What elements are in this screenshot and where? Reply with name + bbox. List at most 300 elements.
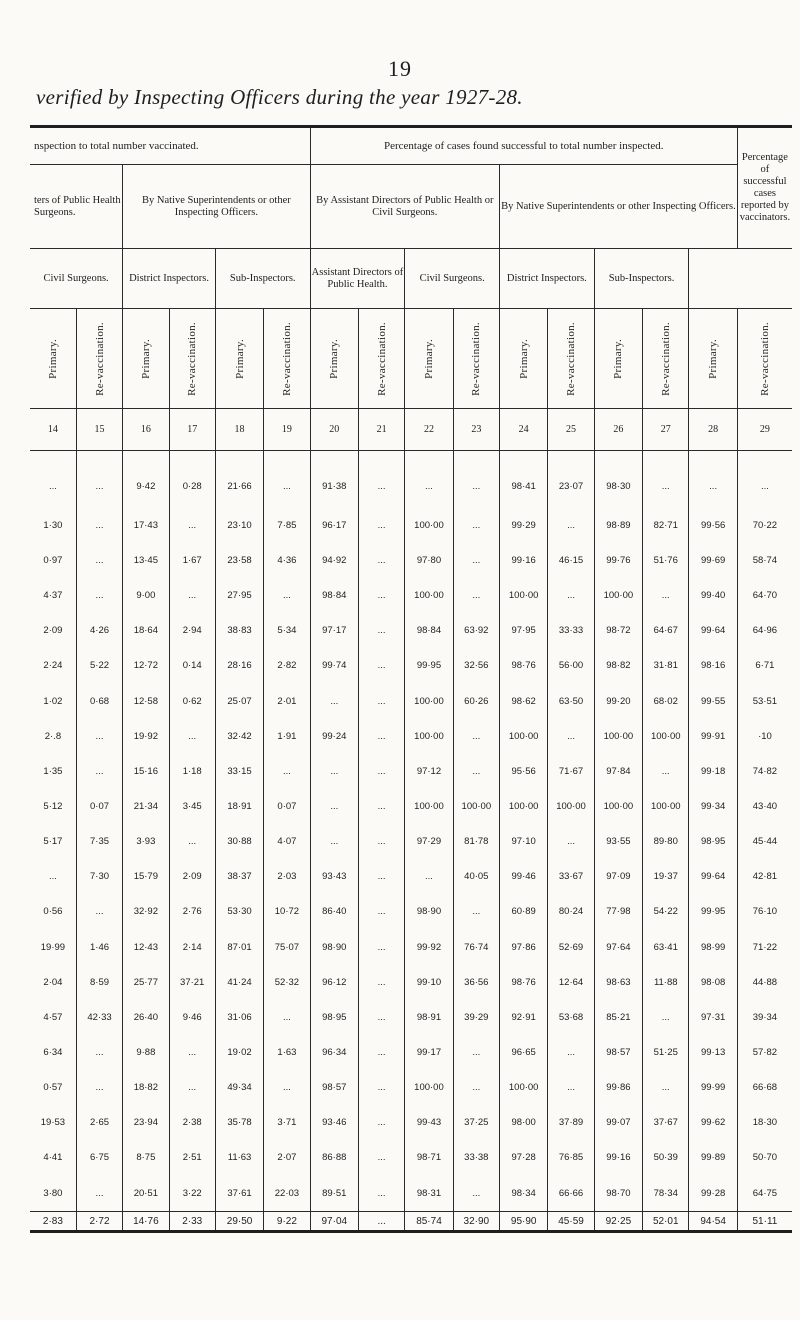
table-cell: ... xyxy=(358,613,404,648)
col-label-revaccination: Re-vaccination. xyxy=(565,321,578,396)
table-cell: 100·00 xyxy=(548,789,594,824)
table-cell: ... xyxy=(358,684,404,719)
table-cell: 32·42 xyxy=(215,719,263,754)
header-reported-by-vaccinators: Percentage of successful cases reported by vaccinators. xyxy=(737,127,792,249)
table-cell: 5·17 xyxy=(30,824,76,859)
table-cell: 97·10 xyxy=(500,824,548,859)
table-cell: 2·65 xyxy=(76,1105,122,1140)
table-cell: 7·30 xyxy=(76,859,122,894)
table-cell: 3·45 xyxy=(169,789,215,824)
table-row xyxy=(30,824,792,859)
table-row xyxy=(30,965,792,1000)
table-cell: 99·13 xyxy=(689,1035,737,1070)
header-native-superintendents-left: By Native Superintendents or other Inspecting Officers. xyxy=(123,165,310,249)
table-cell: 19·99 xyxy=(30,930,76,965)
primary-revacc-header-row xyxy=(30,309,792,409)
table-cell: 99·55 xyxy=(689,684,737,719)
table-cell: 2·14 xyxy=(169,930,215,965)
table-cell: 18·64 xyxy=(123,613,169,648)
table-cell: 97·95 xyxy=(500,613,548,648)
table-cell: 0·57 xyxy=(30,1070,76,1105)
header-sub-inspectors-left: Sub-Inspectors. xyxy=(215,249,310,309)
column-number: 23 xyxy=(453,409,499,451)
table-cell: 99·89 xyxy=(689,1140,737,1175)
table-cell: 21·34 xyxy=(123,789,169,824)
total-cell: 95·90 xyxy=(500,1212,548,1232)
table-cell: 97·86 xyxy=(500,930,548,965)
table-cell: 98·76 xyxy=(500,648,548,683)
table-cell: 1·30 xyxy=(30,508,76,543)
table-cell: 12·43 xyxy=(123,930,169,965)
table-cell: 100·00 xyxy=(643,789,689,824)
total-cell: 94·54 xyxy=(689,1212,737,1232)
table-cell: 70·22 xyxy=(737,508,792,543)
header-civil-surgeons-left: Civil Surgeons. xyxy=(30,249,123,309)
col-label-revaccination: Re-vaccination. xyxy=(280,321,293,396)
table-row xyxy=(30,648,792,683)
table-cell: ... xyxy=(453,719,499,754)
table-cell: 98·76 xyxy=(500,965,548,1000)
column-number: 27 xyxy=(643,409,689,451)
table-cell: 50·70 xyxy=(737,1140,792,1175)
table-cell: 0·56 xyxy=(30,894,76,929)
column-number: 19 xyxy=(264,409,310,451)
table-cell: 23·58 xyxy=(215,543,263,578)
table-cell: 7·85 xyxy=(264,508,310,543)
table-cell: 5·22 xyxy=(76,648,122,683)
table-cell: 2·82 xyxy=(264,648,310,683)
table-cell: 99·46 xyxy=(500,859,548,894)
table-cell: 42·81 xyxy=(737,859,792,894)
table-cell: 98·90 xyxy=(405,894,453,929)
table-cell: 71·67 xyxy=(548,754,594,789)
table-cell: 99·64 xyxy=(689,613,737,648)
table-cell: 98·16 xyxy=(689,648,737,683)
table-cell: 97·29 xyxy=(405,824,453,859)
table-cell: 100·00 xyxy=(594,789,642,824)
table-cell: 89·80 xyxy=(643,824,689,859)
table-cell: 76·10 xyxy=(737,894,792,929)
table-cell: ... xyxy=(358,1105,404,1140)
table-cell: 75·07 xyxy=(264,930,310,965)
table-cell: ... xyxy=(358,1140,404,1175)
table-cell: 2·38 xyxy=(169,1105,215,1140)
table-cell: 86·40 xyxy=(310,894,358,929)
table-cell: ... xyxy=(548,578,594,613)
table-cell: 9·46 xyxy=(169,1000,215,1035)
table-cell: 0·68 xyxy=(76,684,122,719)
table-cell: 11·63 xyxy=(215,1140,263,1175)
table-cell: ... xyxy=(689,451,737,508)
col-label-primary: Primary. xyxy=(46,338,59,379)
table-cell: 10·72 xyxy=(264,894,310,929)
table-cell: 2·94 xyxy=(169,613,215,648)
vaccination-inspection-table xyxy=(30,125,792,1233)
table-cell: 15·79 xyxy=(123,859,169,894)
table-cell: 0·97 xyxy=(30,543,76,578)
table-cell: 60·26 xyxy=(453,684,499,719)
table-cell: 2·09 xyxy=(169,859,215,894)
table-cell: 98·95 xyxy=(689,824,737,859)
table-cell: 1·91 xyxy=(264,719,310,754)
table-cell: 98·34 xyxy=(500,1175,548,1211)
table-cell: 0·14 xyxy=(169,648,215,683)
table-cell: 0·07 xyxy=(264,789,310,824)
table-cell: 49·34 xyxy=(215,1070,263,1105)
table-cell: 64·96 xyxy=(737,613,792,648)
table-cell: 99·20 xyxy=(594,684,642,719)
table-cell: 85·21 xyxy=(594,1000,642,1035)
table-cell: 99·18 xyxy=(689,754,737,789)
table-cell: 99·95 xyxy=(405,648,453,683)
table-cell: 54·22 xyxy=(643,894,689,929)
table-cell: ... xyxy=(453,1175,499,1211)
table-cell: 66·66 xyxy=(548,1175,594,1211)
table-cell: ... xyxy=(643,451,689,508)
table-cell: 97·12 xyxy=(405,754,453,789)
table-cell: 19·53 xyxy=(30,1105,76,1140)
table-cell: 20·51 xyxy=(123,1175,169,1211)
col-label-primary: Primary. xyxy=(233,338,246,379)
table-cell: 51·25 xyxy=(643,1035,689,1070)
table-cell: 99·16 xyxy=(594,1140,642,1175)
table-cell: ... xyxy=(169,824,215,859)
table-cell: ... xyxy=(310,824,358,859)
table-cell: 40·05 xyxy=(453,859,499,894)
header-civil-surgeons-right: Civil Surgeons. xyxy=(405,249,500,309)
table-cell: 1·67 xyxy=(169,543,215,578)
table-cell: 100·00 xyxy=(594,578,642,613)
col-label-revaccination: Re-vaccination. xyxy=(93,321,106,396)
table-cell: 2·03 xyxy=(264,859,310,894)
table-cell: 98·82 xyxy=(594,648,642,683)
table-row xyxy=(30,451,792,508)
table-row xyxy=(30,1035,792,1070)
table-cell: 32·56 xyxy=(453,648,499,683)
table-cell: 4·36 xyxy=(264,543,310,578)
table-cell: 51·76 xyxy=(643,543,689,578)
table-cell: 15·16 xyxy=(123,754,169,789)
table-cell: 27·95 xyxy=(215,578,263,613)
table-cell: 82·71 xyxy=(643,508,689,543)
table-cell: 100·00 xyxy=(500,719,548,754)
col-label-revaccination: Re-vaccination. xyxy=(186,321,199,396)
table-cell: 96·65 xyxy=(500,1035,548,1070)
table-row xyxy=(30,754,792,789)
table-cell: 1·35 xyxy=(30,754,76,789)
table-cell: 23·10 xyxy=(215,508,263,543)
table-row xyxy=(30,1175,792,1211)
table-cell: 2·01 xyxy=(264,684,310,719)
table-cell: 98·84 xyxy=(405,613,453,648)
table-cell: 78·34 xyxy=(643,1175,689,1211)
table-cell: 86·88 xyxy=(310,1140,358,1175)
table-cell: 97·64 xyxy=(594,930,642,965)
table-cell: 9·00 xyxy=(123,578,169,613)
table-cell: ... xyxy=(310,789,358,824)
table-cell: 19·92 xyxy=(123,719,169,754)
total-cell: 45·59 xyxy=(548,1212,594,1232)
column-number: 25 xyxy=(548,409,594,451)
table-cell: ... xyxy=(358,824,404,859)
table-cell: ... xyxy=(643,754,689,789)
column-number: 29 xyxy=(737,409,792,451)
group-header-successful: Percentage of cases found successful to total number inspected. xyxy=(310,127,737,165)
table-cell: 64·75 xyxy=(737,1175,792,1211)
table-cell: 13·45 xyxy=(123,543,169,578)
col-label-revaccination: Re-vaccination. xyxy=(470,321,483,396)
table-cell: 98·31 xyxy=(405,1175,453,1211)
table-cell: ... xyxy=(358,719,404,754)
column-number: 16 xyxy=(123,409,169,451)
table-cell: 37·61 xyxy=(215,1175,263,1211)
table-cell: 18·91 xyxy=(215,789,263,824)
table-cell: 45·44 xyxy=(737,824,792,859)
table-cell: 53·30 xyxy=(215,894,263,929)
column-number-row xyxy=(30,409,792,451)
table-cell: 98·91 xyxy=(405,1000,453,1035)
table-cell: 31·06 xyxy=(215,1000,263,1035)
table-row xyxy=(30,1140,792,1175)
table-cell: 97·80 xyxy=(405,543,453,578)
table-body xyxy=(30,451,792,1212)
table-cell: 89·51 xyxy=(310,1175,358,1211)
table-cell: 98·84 xyxy=(310,578,358,613)
table-cell: 23·94 xyxy=(123,1105,169,1140)
col-label-revaccination: Re-vaccination. xyxy=(659,321,672,396)
table-cell: ... xyxy=(358,451,404,508)
table-cell: 97·09 xyxy=(594,859,642,894)
table-cell: 60·89 xyxy=(500,894,548,929)
table-cell: ... xyxy=(76,1070,122,1105)
table-cell: ... xyxy=(358,1035,404,1070)
table-cell: 38·83 xyxy=(215,613,263,648)
table-cell: ·10 xyxy=(737,719,792,754)
total-cell: 92·25 xyxy=(594,1212,642,1232)
table-cell: 100·00 xyxy=(594,719,642,754)
table-row xyxy=(30,1070,792,1105)
table-row xyxy=(30,684,792,719)
table-cell: 100·00 xyxy=(500,1070,548,1105)
table-cell: ... xyxy=(76,451,122,508)
table-cell: 93·46 xyxy=(310,1105,358,1140)
table-cell: 31·81 xyxy=(643,648,689,683)
table-cell: 3·80 xyxy=(30,1175,76,1211)
table-cell: 64·67 xyxy=(643,613,689,648)
table-cell: 97·84 xyxy=(594,754,642,789)
table-cell: 0·07 xyxy=(76,789,122,824)
column-number: 28 xyxy=(689,409,737,451)
table-cell: 33·15 xyxy=(215,754,263,789)
table-cell: 94·92 xyxy=(310,543,358,578)
table-cell: ... xyxy=(76,1175,122,1211)
table-cell: 4·37 xyxy=(30,578,76,613)
table-cell: 56·00 xyxy=(548,648,594,683)
table-cell: 68·02 xyxy=(643,684,689,719)
table-cell: 98·63 xyxy=(594,965,642,1000)
table-cell: 41·24 xyxy=(215,965,263,1000)
table-cell: 53·68 xyxy=(548,1000,594,1035)
table-cell: 98·62 xyxy=(500,684,548,719)
table-cell: ... xyxy=(169,1035,215,1070)
table-cell: ... xyxy=(76,578,122,613)
table-cell: 99·24 xyxy=(310,719,358,754)
table-cell: 98·08 xyxy=(689,965,737,1000)
header-assistant-directors-ph: Assistant Directors of Public Health. xyxy=(310,249,405,309)
table-row xyxy=(30,508,792,543)
col-label-primary: Primary. xyxy=(612,338,625,379)
table-cell: 100·00 xyxy=(500,789,548,824)
table-cell: ... xyxy=(548,824,594,859)
table-cell: 71·22 xyxy=(737,930,792,965)
table-cell: 99·43 xyxy=(405,1105,453,1140)
col-label-revaccination: Re-vaccination. xyxy=(758,321,771,396)
table-cell: 4·26 xyxy=(76,613,122,648)
table-cell: 74·82 xyxy=(737,754,792,789)
table-cell: 38·37 xyxy=(215,859,263,894)
table-row xyxy=(30,543,792,578)
table-cell: ... xyxy=(358,508,404,543)
table-cell: ... xyxy=(76,754,122,789)
table-cell: ... xyxy=(76,1035,122,1070)
table-cell: 100·00 xyxy=(405,684,453,719)
table-cell: 97·31 xyxy=(689,1000,737,1035)
table-cell: ... xyxy=(169,1070,215,1105)
table-cell: 98·99 xyxy=(689,930,737,965)
table-cell: 99·95 xyxy=(689,894,737,929)
table-cell: 63·50 xyxy=(548,684,594,719)
table-cell: 98·57 xyxy=(594,1035,642,1070)
table-cell: 99·17 xyxy=(405,1035,453,1070)
table-cell: 100·00 xyxy=(405,1070,453,1105)
table-cell: 7·35 xyxy=(76,824,122,859)
table-cell: 22·03 xyxy=(264,1175,310,1211)
table-cell: 100·00 xyxy=(405,508,453,543)
table-cell: 4·57 xyxy=(30,1000,76,1035)
table-cell: ... xyxy=(453,1035,499,1070)
table-cell: 5·34 xyxy=(264,613,310,648)
table-cell: ... xyxy=(264,754,310,789)
table-cell: ... xyxy=(76,719,122,754)
table-cell: 8·75 xyxy=(123,1140,169,1175)
header-native-superintendents-right: By Native Superintendents or other Inspecting Officers. xyxy=(500,165,738,249)
table-cell: 2·51 xyxy=(169,1140,215,1175)
table-cell: ... xyxy=(453,451,499,508)
table-row xyxy=(30,930,792,965)
table-cell: ... xyxy=(169,578,215,613)
table-cell: 98·41 xyxy=(500,451,548,508)
table-cell: 2·09 xyxy=(30,613,76,648)
table-cell: 35·78 xyxy=(215,1105,263,1140)
table-cell: 50·39 xyxy=(643,1140,689,1175)
table-cell: 99·62 xyxy=(689,1105,737,1140)
table-cell: ... xyxy=(76,508,122,543)
table-cell: 39·29 xyxy=(453,1000,499,1035)
table-cell: 99·07 xyxy=(594,1105,642,1140)
table-cell: ... xyxy=(76,543,122,578)
table-cell: 99·64 xyxy=(689,859,737,894)
table-cell: 2·07 xyxy=(264,1140,310,1175)
total-cell: 52·01 xyxy=(643,1212,689,1232)
total-cell: ... xyxy=(358,1212,404,1232)
table-cell: ... xyxy=(358,578,404,613)
table-cell: 5·12 xyxy=(30,789,76,824)
table-cell: 93·55 xyxy=(594,824,642,859)
table-cell: 98·72 xyxy=(594,613,642,648)
table-cell: 98·70 xyxy=(594,1175,642,1211)
table-cell: 52·69 xyxy=(548,930,594,965)
table-cell: 26·40 xyxy=(123,1000,169,1035)
total-cell: 97·04 xyxy=(310,1212,358,1232)
header-district-inspectors-right: District Inspectors. xyxy=(500,249,595,309)
header-public-health-surgeons: ters of Public Health Surgeons. xyxy=(30,165,123,249)
table-cell: ... xyxy=(548,719,594,754)
table-cell: ... xyxy=(453,578,499,613)
table-cell: 39·34 xyxy=(737,1000,792,1035)
table-cell: 19·37 xyxy=(643,859,689,894)
table-cell: 3·22 xyxy=(169,1175,215,1211)
table-cell: 1·46 xyxy=(76,930,122,965)
table-cell: ... xyxy=(358,543,404,578)
table-cell: 2·24 xyxy=(30,648,76,683)
total-cell: 9·22 xyxy=(264,1212,310,1232)
col-label-primary: Primary. xyxy=(139,338,152,379)
table-cell: ... xyxy=(310,754,358,789)
table-cell: ... xyxy=(358,1000,404,1035)
table-cell: 99·76 xyxy=(594,543,642,578)
total-row xyxy=(30,1212,792,1232)
table-cell: 1·18 xyxy=(169,754,215,789)
table-cell: 99·86 xyxy=(594,1070,642,1105)
table-cell: ... xyxy=(358,965,404,1000)
table-cell: 98·30 xyxy=(594,451,642,508)
table-cell: 9·88 xyxy=(123,1035,169,1070)
table-cell: 46·15 xyxy=(548,543,594,578)
table-cell: 76·74 xyxy=(453,930,499,965)
table-cell: ... xyxy=(264,1070,310,1105)
table-cell: ... xyxy=(310,684,358,719)
table-cell: ... xyxy=(358,648,404,683)
table-cell: 4·41 xyxy=(30,1140,76,1175)
table-cell: 99·74 xyxy=(310,648,358,683)
table-cell: 100·00 xyxy=(643,719,689,754)
table-cell: 25·07 xyxy=(215,684,263,719)
header-assistant-directors: By Assistant Directors of Public Health or Civil Surgeons. xyxy=(310,165,499,249)
table-cell: 25·77 xyxy=(123,965,169,1000)
table-cell: 6·75 xyxy=(76,1140,122,1175)
table-cell: ... xyxy=(358,789,404,824)
table-cell: 96·34 xyxy=(310,1035,358,1070)
total-cell: 85·74 xyxy=(405,1212,453,1232)
table-cell: 52·32 xyxy=(264,965,310,1000)
table-cell: ... xyxy=(737,451,792,508)
table-cell: ... xyxy=(643,1070,689,1105)
table-cell: 0·28 xyxy=(169,451,215,508)
table-cell: 96·17 xyxy=(310,508,358,543)
table-cell: ... xyxy=(30,451,76,508)
table-cell: 97·17 xyxy=(310,613,358,648)
table-cell: 33·67 xyxy=(548,859,594,894)
table-row xyxy=(30,859,792,894)
table-cell: 53·51 xyxy=(737,684,792,719)
table-cell: 2·04 xyxy=(30,965,76,1000)
table-cell: 96·12 xyxy=(310,965,358,1000)
table-cell: ... xyxy=(548,1070,594,1105)
table-cell: ... xyxy=(30,859,76,894)
table-cell: ... xyxy=(264,1000,310,1035)
header-sub-inspectors-right: Sub-Inspectors. xyxy=(594,249,689,309)
total-cell: 29·50 xyxy=(215,1212,263,1232)
